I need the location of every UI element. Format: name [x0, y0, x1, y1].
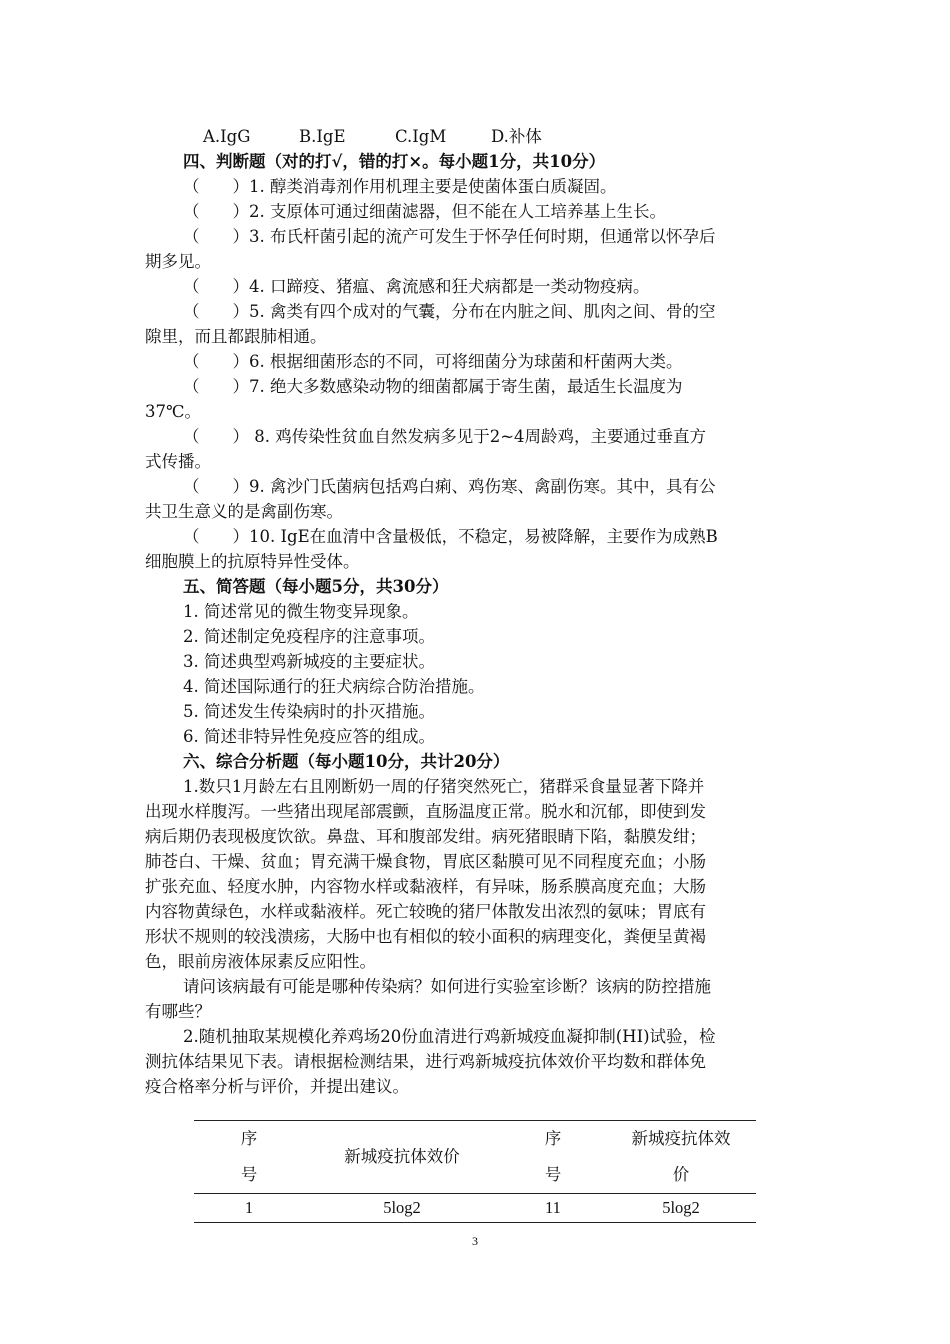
- case1-line-5: 扩张充血、轻度水肿，内容物水样或黏液样，有异味，肠系膜高度充血；大肠: [145, 877, 706, 896]
- case2-line-2: 测抗体结果见下表。请根据检测结果，进行鸡新城疫抗体效价平均数和群体免: [145, 1052, 706, 1071]
- judge-item-6: （ ）6. 根据细菌形态的不同，可将细菌分为球菌和杆菌两大类。: [183, 352, 683, 371]
- header-text: 号: [544, 1165, 562, 1184]
- judge-item-9: （ ）9. 禽沙门氏菌病包括鸡白痢、鸡伤寒、禽副伤寒。其中，具有公: [183, 477, 716, 496]
- answer-options-row: [145, 124, 807, 149]
- table-header-row: [194, 1121, 756, 1194]
- judge-item-4: （ ）4. 口蹄疫、猪瘟、禽流感和狂犬病都是一类动物疫病。: [183, 277, 650, 296]
- cell-serial-2: 11: [545, 1198, 561, 1217]
- judge-item-8: （ ） 8. 鸡传染性贫血自然发病多见于2~4周龄鸡，主要通过垂直方: [183, 427, 707, 446]
- case1-line-7: 形状不规则的较浅溃疡，大肠中也有相似的较小面积的病理变化，粪便呈黄褐: [145, 927, 706, 946]
- header-text: 新城疫抗体效: [631, 1129, 731, 1148]
- judge-item-3-cont: 期多见。: [145, 252, 211, 271]
- case1-question-1: 请问该病最有可能是哪种传染病？如何进行实验室诊断？该病的防控措施: [183, 977, 711, 996]
- judge-item-5: （ ）5. 禽类有四个成对的气囊，分布在内脏之间、肌肉之间、骨的空: [183, 302, 716, 321]
- judge-item-8-cont: 式传播。: [145, 452, 211, 471]
- judge-item-9-cont: 共卫生意义的是禽副伤寒。: [145, 502, 343, 521]
- short-question-5: 5. 简述发生传染病时的扑灭措施。: [183, 702, 435, 721]
- case1-question-2: 有哪些？: [145, 1002, 211, 1021]
- page-number: 3: [472, 1234, 478, 1248]
- judge-item-10: （ ）10. IgE在血清中含量极低，不稳定，易被降解，主要作为成熟B: [183, 527, 718, 546]
- short-question-4: 4. 简述国际通行的狂犬病综合防治措施。: [183, 677, 485, 696]
- judge-item-2: （ ）2. 支原体可通过细菌滤器，但不能在人工培养基上生长。: [183, 202, 666, 221]
- case1-line-4: 肺苍白、干燥、贫血；胃充满干燥食物，胃底区黏膜可见不同程度充血；小肠: [145, 852, 706, 871]
- case2-line-3: 疫合格率分析与评价，并提出建议。: [145, 1077, 409, 1096]
- option-a: A.IgG: [203, 127, 251, 146]
- short-question-1: 1. 简述常见的微生物变异现象。: [183, 602, 419, 621]
- cell-titer-1: 5log2: [383, 1198, 421, 1217]
- col-header-titer-1: 新城疫抗体效价: [344, 1147, 460, 1166]
- header-text: 序: [544, 1129, 562, 1148]
- case2-line-1: 2.随机抽取某规模化养鸡场20份血清进行鸡新城疫血凝抑制(HI)试验，检: [183, 1027, 716, 1046]
- judge-item-7-cont: 37℃。: [145, 402, 201, 421]
- option-b: B.IgE: [299, 127, 346, 146]
- hi-antibody-table: [194, 1120, 756, 1223]
- judge-item-3: （ ）3. 布氏杆菌引起的流产可发生于怀孕任何时期，但通常以怀孕后: [183, 227, 716, 246]
- page-content: [145, 124, 807, 1099]
- col-header-serial-1: [194, 1121, 304, 1194]
- case1-line-1: 1.数只1月龄左右且刚断奶一周的仔猪突然死亡，猪群采食量显著下降并: [183, 777, 705, 796]
- short-question-6: 6. 简述非特异性免疫应答的组成。: [183, 727, 435, 746]
- cell-serial-1: 1: [244, 1198, 254, 1217]
- section4-heading: 四、判断题（对的打√，错的打×。每小题1分，共10分）: [183, 152, 606, 171]
- judge-item-7: （ ）7. 绝大多数感染动物的细菌都属于寄生菌，最适生长温度为: [183, 377, 683, 396]
- header-text: 价: [672, 1165, 690, 1184]
- case1-line-3: 病后期仍表现极度饮欲。鼻盘、耳和腹部发绀。病死猪眼睛下陷，黏膜发绀；: [145, 827, 706, 846]
- judge-item-5-cont: 隙里，而且都跟肺相通。: [145, 327, 327, 346]
- option-d: D.补体: [491, 127, 542, 146]
- case1-line-2: 出现水样腹泻。一些猪出现尾部震颤，直肠温度正常。脱水和沉郁，即使到发: [145, 802, 706, 821]
- section6-heading: 六、综合分析题（每小题10分，共计20分）: [183, 752, 510, 771]
- header-text: 序: [240, 1129, 258, 1148]
- option-c: C.IgM: [395, 127, 447, 146]
- col-header-serial-2: [500, 1121, 606, 1194]
- cell-titer-2: 5log2: [662, 1198, 700, 1217]
- judge-item-1: （ ）1. 醇类消毒剂作用机理主要是使菌体蛋白质凝固。: [183, 177, 617, 196]
- case1-line-8: 色，眼前房液体尿素反应阳性。: [145, 952, 376, 971]
- section5-heading: 五、简答题（每小题5分，共30分）: [183, 577, 449, 596]
- table-row: [194, 1194, 756, 1223]
- judge-item-10-cont: 细胞膜上的抗原特异性受体。: [145, 552, 360, 571]
- header-text: 号: [240, 1165, 258, 1184]
- short-question-2: 2. 简述制定免疫程序的注意事项。: [183, 627, 435, 646]
- col-header-titer-2: [606, 1121, 756, 1194]
- short-question-3: 3. 简述典型鸡新城疫的主要症状。: [183, 652, 435, 671]
- case1-line-6: 内容物黄绿色，水样或黏液样。死亡较晚的猪尸体散发出浓烈的氨味；胃底有: [145, 902, 706, 921]
